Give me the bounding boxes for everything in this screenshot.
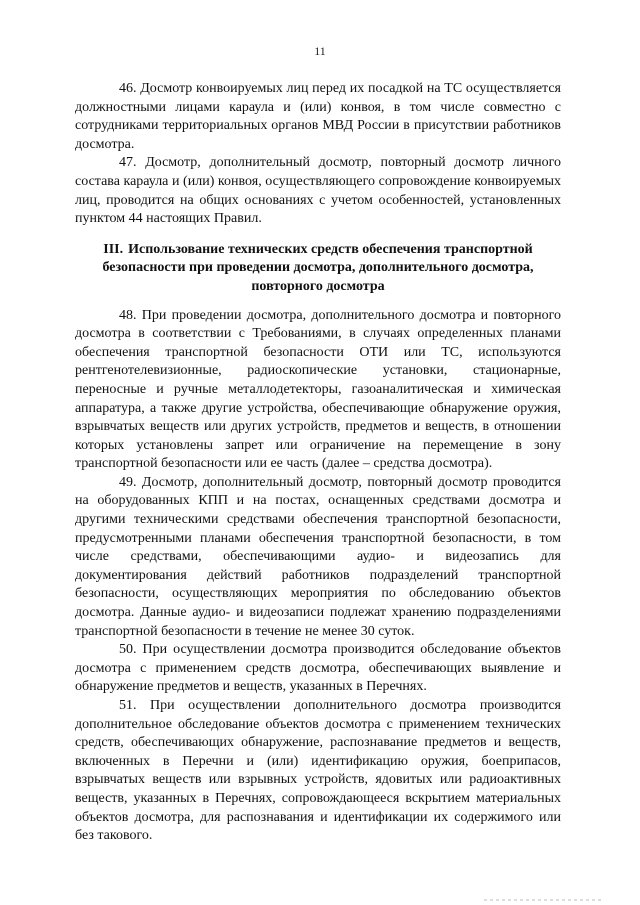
section-heading <box>75 241 561 297</box>
paragraph-47: 47. Досмотр, дополнительный досмотр, повторный досмотр личного состава караула и (или) конвоя, осуществляющего сопровождение конвоируемых лиц, проводится на общих основаниях с учетом особенностей, установленных пунктом 44 настоящих Правил. <box>75 155 561 227</box>
scan-edge-mark <box>484 899 604 901</box>
page-number: 11 <box>314 44 326 58</box>
paragraph-46: 46. Досмотр конвоируемых лиц перед их посадкой на ТС осуществляется должностными лицами караула и (или) конвоя, в том числе совместно с сотрудниками территориальных органов МВД России в присутствии работников досмотра. <box>75 81 561 152</box>
paragraph-50: 50. При осуществлении досмотра производится обследование объектов досмотра с применением средств досмотра, обеспечивающих выявление и обнаружение предметов и веществ, указанных в Перечнях. <box>75 642 561 695</box>
section-number: III. <box>103 241 124 257</box>
section-title: Использование технических средств обеспечения транспортной безопасности при проведении досмотра, дополнительного досмотра, повторного досмотра <box>102 241 534 294</box>
document-body <box>75 80 561 846</box>
paragraph-49: 49. Досмотр, дополнительный досмотр, повторный досмотр проводится на оборудованных КПП и на постах, оснащенных средствами досмотра и другими техническими средствами обеспечения транспортной безопасности, предусмотренными планами обеспечения транспортной безопасности, в том числе средствами, обеспечивающими аудио- и видеозапись для документирования действий работников подразделений транспортной безопасности, осуществляющих мероприятия по обследованию объектов досмотра. Данные аудио- и видеозаписи подлежат хранению подразделениями транспортной безопасности в течение не менее 30 суток. <box>75 474 561 639</box>
paragraph-51: 51. При осуществлении дополнительного досмотра производится дополнительное обследование объектов досмотра с применением технических средств, обеспечивающих обнаружение, распознавание предметов и веществ, включенных в Перечни и (или) идентификацию оружия, боеприпасов, взрывчатых веществ или взрывных устройств, ядовитых или радиоактивных веществ, указанных в Перечнях, сопровождающееся вскрытием материальных объектов досмотра, для распознавания и идентификации их содержимого или без такового. <box>75 698 561 844</box>
paragraph-48: 48. При проведении досмотра, дополнительного досмотра и повторного досмотра в соответствии с Требованиями, в случаях определенных планами обеспечения транспортной безопасности ОТИ или ТС, используются рентгенотелевизионные, радиоскопические установки, стационарные, переносные и ручные металлодетекторы, газоаналитическая и химическая аппаратура, а также другие устройства, обеспечивающие обнаружение оружия, взрывчатых веществ или других устройств, предметов и веществ, в отношении которых установлены запрет или ограничение на перемещение в зону транспортной безопасности или ее часть (далее – средства досмотра). <box>75 307 561 472</box>
